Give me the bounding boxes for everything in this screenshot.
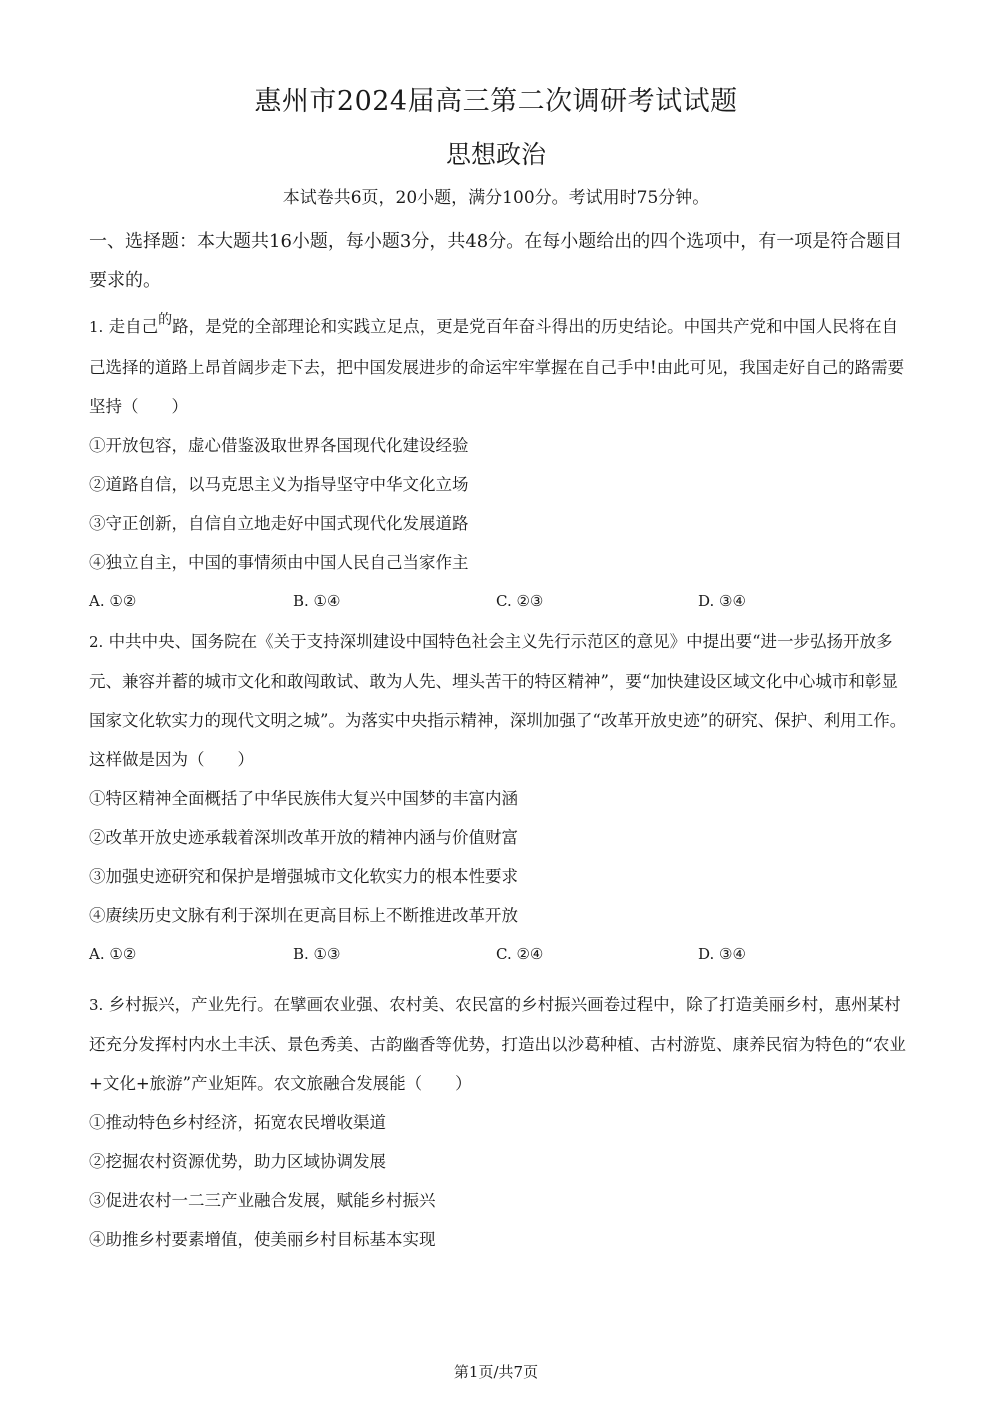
exam-subject: 思想政治 — [445, 140, 546, 169]
question-stem — [89, 307, 909, 426]
question-stem-lead: 走自己 — [108, 317, 159, 336]
option-4: ④助推乡村要素增值，使美丽乡村目标基本实现 — [89, 1230, 436, 1249]
choice-d: D. ③④ — [698, 592, 746, 610]
exam-note: 本试卷共6页，20小题，满分100分。考试用时75分钟。 — [282, 188, 710, 208]
page-footer: 第1页/共7页 — [453, 1363, 539, 1381]
option-2: ②挖掘农村资源优势，助力区域协调发展 — [89, 1152, 386, 1171]
question-number: 2. — [89, 633, 104, 651]
choice-b: B. ①④ — [293, 592, 341, 610]
option-3: ③守正创新，自信自立地走好中国式现代化发展道路 — [89, 514, 469, 533]
section-instructions: 一、选择题：本大题共16小题，每小题3分，共48分。在每小题给出的四个选项中，有一项是符合题目要求的。 — [89, 231, 903, 291]
option-3: ③加强史迹研究和保护是增强城市文化软实力的根本性要求 — [89, 867, 518, 886]
option-1: ①开放包容，虚心借鉴汲取世界各国现代化建设经验 — [89, 436, 469, 455]
exam-title: 惠州市2024届高三第二次调研考试试题 — [254, 86, 738, 117]
question-number: 3. — [89, 996, 104, 1014]
option-1: ①推动特色乡村经济，拓宽农民增收渠道 — [89, 1113, 386, 1132]
option-3: ③促进农村一二三产业融合发展，赋能乡村振兴 — [89, 1191, 436, 1210]
question-stem-text: 中共中央、国务院在《关于支持深圳建设中国特色社会主义先行示范区的意见》中提出要“进一步弘扬开放多元、兼容并蓄的城市文化和敢闯敢试、敢为人先、埋头苦干的特区精神”，要“加快建设区域文化中心城市和彰显国家文化软实力的现代文明之城”。为落实中央指示精神，深圳加强了“改革开放史迹”的研究、保护、利用工作。这样做是因为（ ） — [89, 632, 907, 769]
answer-choices — [89, 582, 909, 621]
question-stem — [89, 622, 909, 779]
question-stem-text: 乡村振兴，产业先行。在擘画农业强、农村美、农民富的乡村振兴画卷过程中，除了打造美丽乡村，惠州某村还充分发挥村内水土丰沃、景色秀美、古韵幽香等优势，打造出以沙葛种植、古村游览、康养民宿为特色的“农业+文化+旅游”产业矩阵。农文旅融合发展能（ ） — [89, 995, 906, 1093]
option-1: ①特区精神全面概括了中华民族伟大复兴中国梦的丰富内涵 — [89, 789, 518, 808]
choice-c: C. ②④ — [496, 945, 544, 963]
option-2: ②道路自信，以马克思主义为指导坚守中华文化立场 — [89, 475, 469, 494]
answer-choices — [89, 935, 909, 974]
option-4: ④独立自主，中国的事情须由中国人民自己当家作主 — [89, 553, 469, 572]
option-4: ④赓续历史文脉有利于深圳在更高目标上不断推进改革开放 — [89, 906, 518, 925]
question-stem-text: 路，是党的全部理论和实践立足点，更是党百年奋斗得出的历史结论。中国共产党和中国人民将在自己选择的道路上昂首阔步走下去，把中国发展进步的命运牢牢掌握在自己手中!由此可见，我国走好自己的路需要坚持（ ） — [89, 317, 905, 416]
choice-c: C. ②③ — [496, 592, 544, 610]
choice-b: B. ①③ — [293, 945, 341, 963]
question-stem — [89, 985, 909, 1103]
question-1 — [89, 307, 909, 621]
option-2: ②改革开放史迹承载着深圳改革开放的精神内涵与价值财富 — [89, 828, 518, 847]
question-2 — [89, 622, 909, 974]
choice-a: A. ①② — [89, 592, 137, 610]
question-stem-raised: 的 — [158, 312, 173, 328]
choice-d: D. ③④ — [698, 945, 746, 963]
question-3 — [89, 985, 909, 1259]
question-number: 1. — [89, 318, 104, 336]
choice-a: A. ①② — [89, 945, 137, 963]
